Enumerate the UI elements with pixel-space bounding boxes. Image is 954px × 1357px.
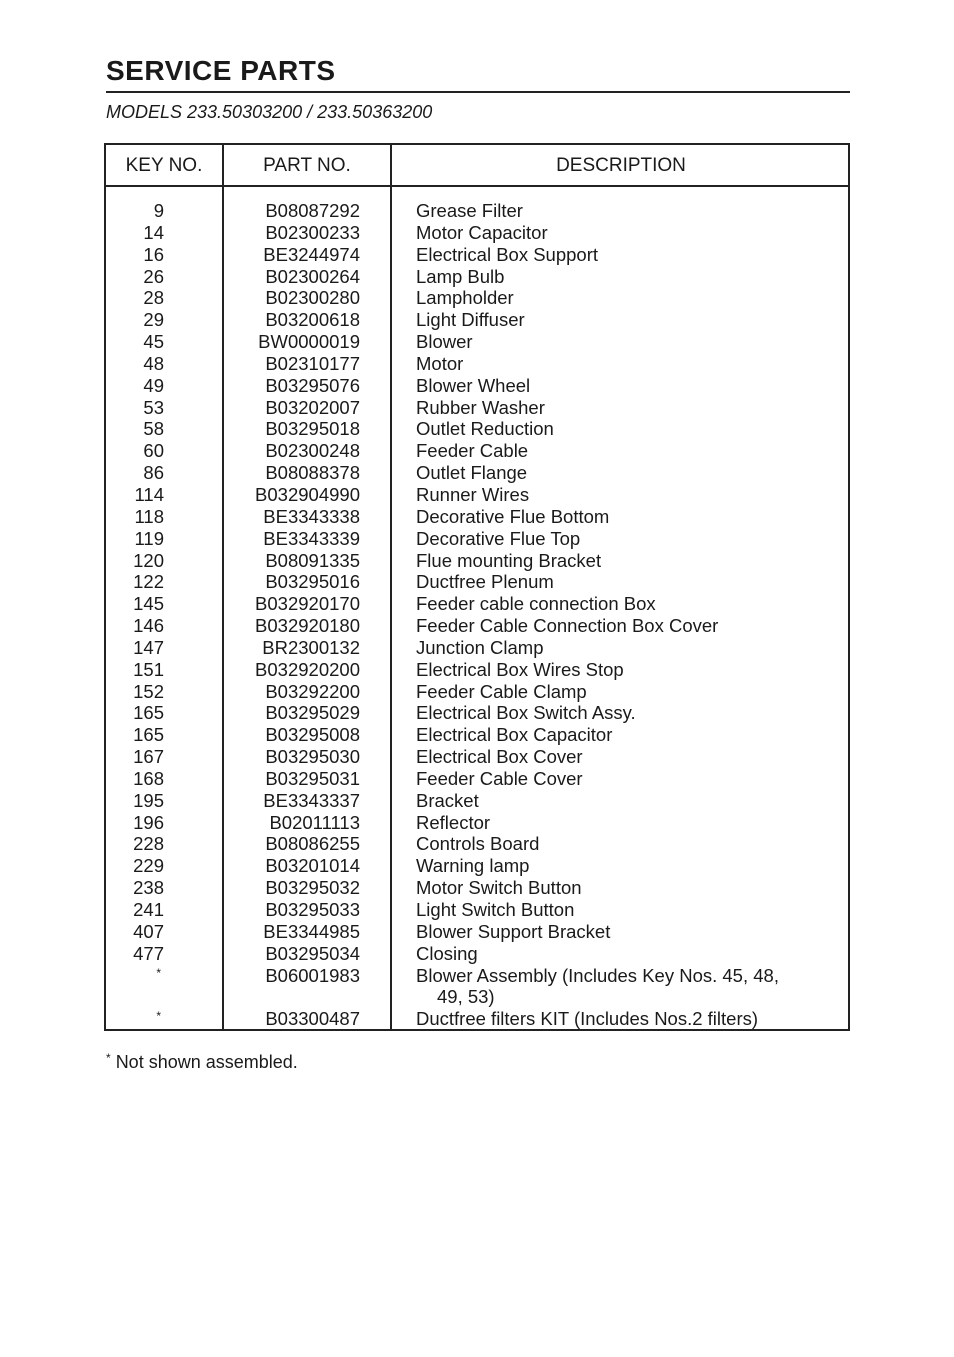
table-row [106,899,848,921]
description-cell [416,462,836,484]
description-text: Electrical Box Switch Assy. [416,702,636,724]
description-cell [416,812,836,834]
table-row [106,681,848,703]
part-no-cell: BE3244974 [263,243,360,265]
table-row [106,287,848,309]
key-no-cell: 167 [133,746,164,768]
part-no-cell: B03292200 [265,680,360,702]
description-text: Junction Clamp [416,636,544,658]
header-key-no: KEY NO. [125,155,203,176]
header-description: DESCRIPTION [556,155,686,176]
key-no-cell: 26 [143,265,164,287]
key-no-cell: 228 [133,833,164,855]
description-cell [416,397,836,419]
footnote-mark: * [106,1051,111,1065]
description-text: Ductfree filters KIT (Includes Nos.2 filters) [416,1008,759,1030]
part-no-cell: B03295016 [265,571,360,593]
table-row [106,484,848,506]
description-text: Outlet Flange [416,462,528,484]
part-no-cell: B03295034 [265,942,360,964]
description-cell [416,244,836,266]
key-no-cell: 165 [133,724,164,746]
description-text: Bracket [416,789,479,811]
key-no-cell: 241 [133,899,164,920]
part-no-cell: BE3344985 [263,920,360,942]
table-row [106,375,848,397]
description-cell [416,353,836,375]
key-no-cell: 86 [143,462,164,484]
part-no-cell: B02300280 [265,287,360,309]
part-no-cell: BW0000019 [258,331,360,353]
table-row [106,724,848,746]
description-text: Light Diffuser [416,309,525,331]
table-row [106,833,848,855]
part-no-cell: B08086255 [265,833,360,855]
key-no-cell: * [156,965,161,980]
table-row [106,768,848,790]
key-no-cell: 114 [134,483,164,505]
description-text: Blower Support Bracket [416,920,611,942]
models-subtitle: MODELS 233.50303200 / 233.50363200 [106,102,433,122]
key-no-cell: 229 [133,855,164,877]
footnote-text: Not shown assembled. [115,1052,298,1072]
table-row [106,877,848,899]
description-cell [416,484,836,506]
description-cell [416,637,836,659]
key-no-cell: 9 [153,200,164,221]
description-cell [416,1008,836,1030]
table-row [106,200,848,222]
table-row [106,702,848,724]
description-text: Blower [416,331,473,353]
description-text: Decorative Flue Top [416,527,581,549]
table-row [106,418,848,440]
description-cell [416,440,836,462]
key-no-cell: 146 [133,615,164,637]
table-row [106,790,848,812]
description-cell [416,921,836,943]
table-row [106,506,848,528]
part-no-cell: B03202007 [265,396,360,418]
table-row [106,571,848,593]
table-row [106,397,848,419]
description-cell [416,965,836,1009]
part-no-cell: B032904990 [255,483,360,505]
key-no-cell: 53 [143,396,164,418]
table-row [106,965,848,1009]
key-no-cell: 16 [143,243,164,265]
description-text: Warning lamp [416,855,530,877]
key-no-cell: 48 [143,352,164,374]
description-cell [416,877,836,899]
description-text: Runner Wires [416,483,530,505]
table-row [106,353,848,375]
description-text: Flue mounting Bracket [416,549,602,571]
description-text: Electrical Box Cover [416,746,583,768]
part-no-cell: B03295018 [265,418,360,440]
title-divider [106,91,850,93]
part-no-cell: B03201014 [265,855,360,877]
description-text: Blower Wheel [416,374,531,396]
description-cell [416,659,836,681]
part-no-cell: B03200618 [265,309,360,331]
description-text: Feeder Cable [416,440,529,462]
part-no-cell: B03300487 [265,1008,360,1030]
description-cell [416,702,836,724]
description-text: Closing [416,942,478,964]
description-text: Grease Filter [416,200,523,221]
description-text: Decorative Flue Bottom [416,505,610,527]
key-no-cell: 49 [143,374,164,396]
part-no-cell: B03295008 [265,724,360,746]
part-no-cell: B03295076 [265,374,360,396]
part-no-cell: B02011113 [269,811,360,833]
key-no-cell: 165 [133,702,164,724]
key-no-cell: 407 [133,920,164,942]
description-text: Electrical Box Capacitor [416,724,613,746]
description-text: Blower Assembly (Includes Key Nos. 45, 48, [416,964,779,986]
page-title: SERVICE PARTS [106,55,336,86]
part-no-cell: B06001983 [265,964,360,986]
description-text: Ductfree Plenum [416,571,554,593]
part-no-cell: B02300264 [265,265,360,287]
description-cell [416,833,836,855]
key-no-cell: 58 [143,418,164,440]
table-row [106,812,848,834]
description-cell [416,418,836,440]
key-no-cell: 119 [134,527,164,549]
key-no-cell: 28 [143,287,164,309]
description-cell [416,943,836,965]
description-text: Feeder Cable Cover [416,767,583,789]
description-cell [416,550,836,572]
key-no-cell: 168 [133,767,164,789]
table-row [106,222,848,244]
table-row [106,244,848,266]
description-text: Motor Switch Button [416,877,582,899]
footnote [106,1051,298,1073]
description-cell [416,615,836,637]
part-no-cell: BE3343339 [263,527,360,549]
table-row [106,266,848,288]
description-text: Outlet Reduction [416,418,554,440]
description-text: Feeder cable connection Box [416,593,656,615]
part-no-cell: B03295033 [265,899,360,920]
description-text: Electrical Box Support [416,243,599,265]
part-no-cell: B02300248 [265,440,360,462]
description-cell [416,746,836,768]
key-no-cell: 118 [134,505,164,527]
key-no-cell: 238 [133,877,164,899]
description-text: Rubber Washer [416,396,545,418]
part-no-cell: BE3343338 [263,505,360,527]
table-row [106,615,848,637]
table-row [106,1008,848,1030]
table-row [106,528,848,550]
key-no-cell: 152 [133,680,164,702]
description-cell [416,266,836,288]
description-text: Lamp Bulb [416,265,505,287]
table-row [106,855,848,877]
service-parts-table [104,143,850,1031]
table-row [106,550,848,572]
key-no-cell: 477 [133,942,164,964]
table-row [106,331,848,353]
part-no-cell: B032920170 [255,593,360,615]
description-continuation: 49, 53) [437,986,495,1008]
key-no-cell: 29 [143,309,164,331]
key-no-cell: 60 [143,440,164,462]
table-row [106,462,848,484]
table-row [106,593,848,615]
part-no-cell: B02310177 [265,352,360,374]
description-text: Motor [416,352,464,374]
part-no-cell: B03295031 [265,767,360,789]
description-cell [416,681,836,703]
part-no-cell: B08091335 [265,549,360,571]
description-cell [416,309,836,331]
key-no-cell: 45 [143,331,164,353]
description-cell [416,222,836,244]
header-part-no: PART NO. [263,155,351,176]
description-cell [416,287,836,309]
description-text: Feeder Cable Connection Box Cover [416,615,719,637]
table-row [106,309,848,331]
part-no-cell: B03295032 [265,877,360,899]
key-no-cell: 196 [133,811,164,833]
description-text: Reflector [416,811,491,833]
description-cell [416,200,836,222]
part-no-cell: BE3343337 [263,789,360,811]
description-text: Controls Board [416,833,540,855]
key-no-cell: 14 [143,221,164,243]
part-no-cell: B032920180 [255,615,360,637]
description-cell [416,899,836,921]
table-row [106,921,848,943]
part-no-cell: B03295029 [265,702,360,724]
description-text: Electrical Box Wires Stop [416,658,624,680]
key-no-cell: * [156,1009,161,1024]
part-no-cell: B08087292 [265,200,360,221]
part-no-cell: B03295030 [265,746,360,768]
key-no-cell: 151 [133,658,164,680]
key-no-cell: 120 [133,549,164,571]
key-no-cell: 145 [133,593,164,615]
description-cell [416,331,836,353]
description-cell [416,724,836,746]
header-divider [106,185,848,187]
description-cell [416,790,836,812]
key-no-cell: 147 [133,636,164,658]
key-no-cell: 195 [133,789,164,811]
description-cell [416,571,836,593]
part-no-cell: B032920200 [255,658,360,680]
table-row [106,440,848,462]
description-text: Motor Capacitor [416,221,548,243]
table-row [106,637,848,659]
key-no-cell: 122 [133,571,164,593]
table-row [106,659,848,681]
table-row [106,746,848,768]
description-cell [416,506,836,528]
description-text: Lampholder [416,287,514,309]
description-cell [416,855,836,877]
table-row [106,943,848,965]
description-cell [416,593,836,615]
part-no-cell: BR2300132 [262,636,360,658]
description-cell [416,375,836,397]
description-text: Light Switch Button [416,899,575,920]
description-cell [416,528,836,550]
part-no-cell: B08088378 [265,462,360,484]
table-body [106,200,848,1030]
part-no-cell: B02300233 [265,221,360,243]
description-text: Feeder Cable Clamp [416,680,587,702]
description-cell [416,768,836,790]
